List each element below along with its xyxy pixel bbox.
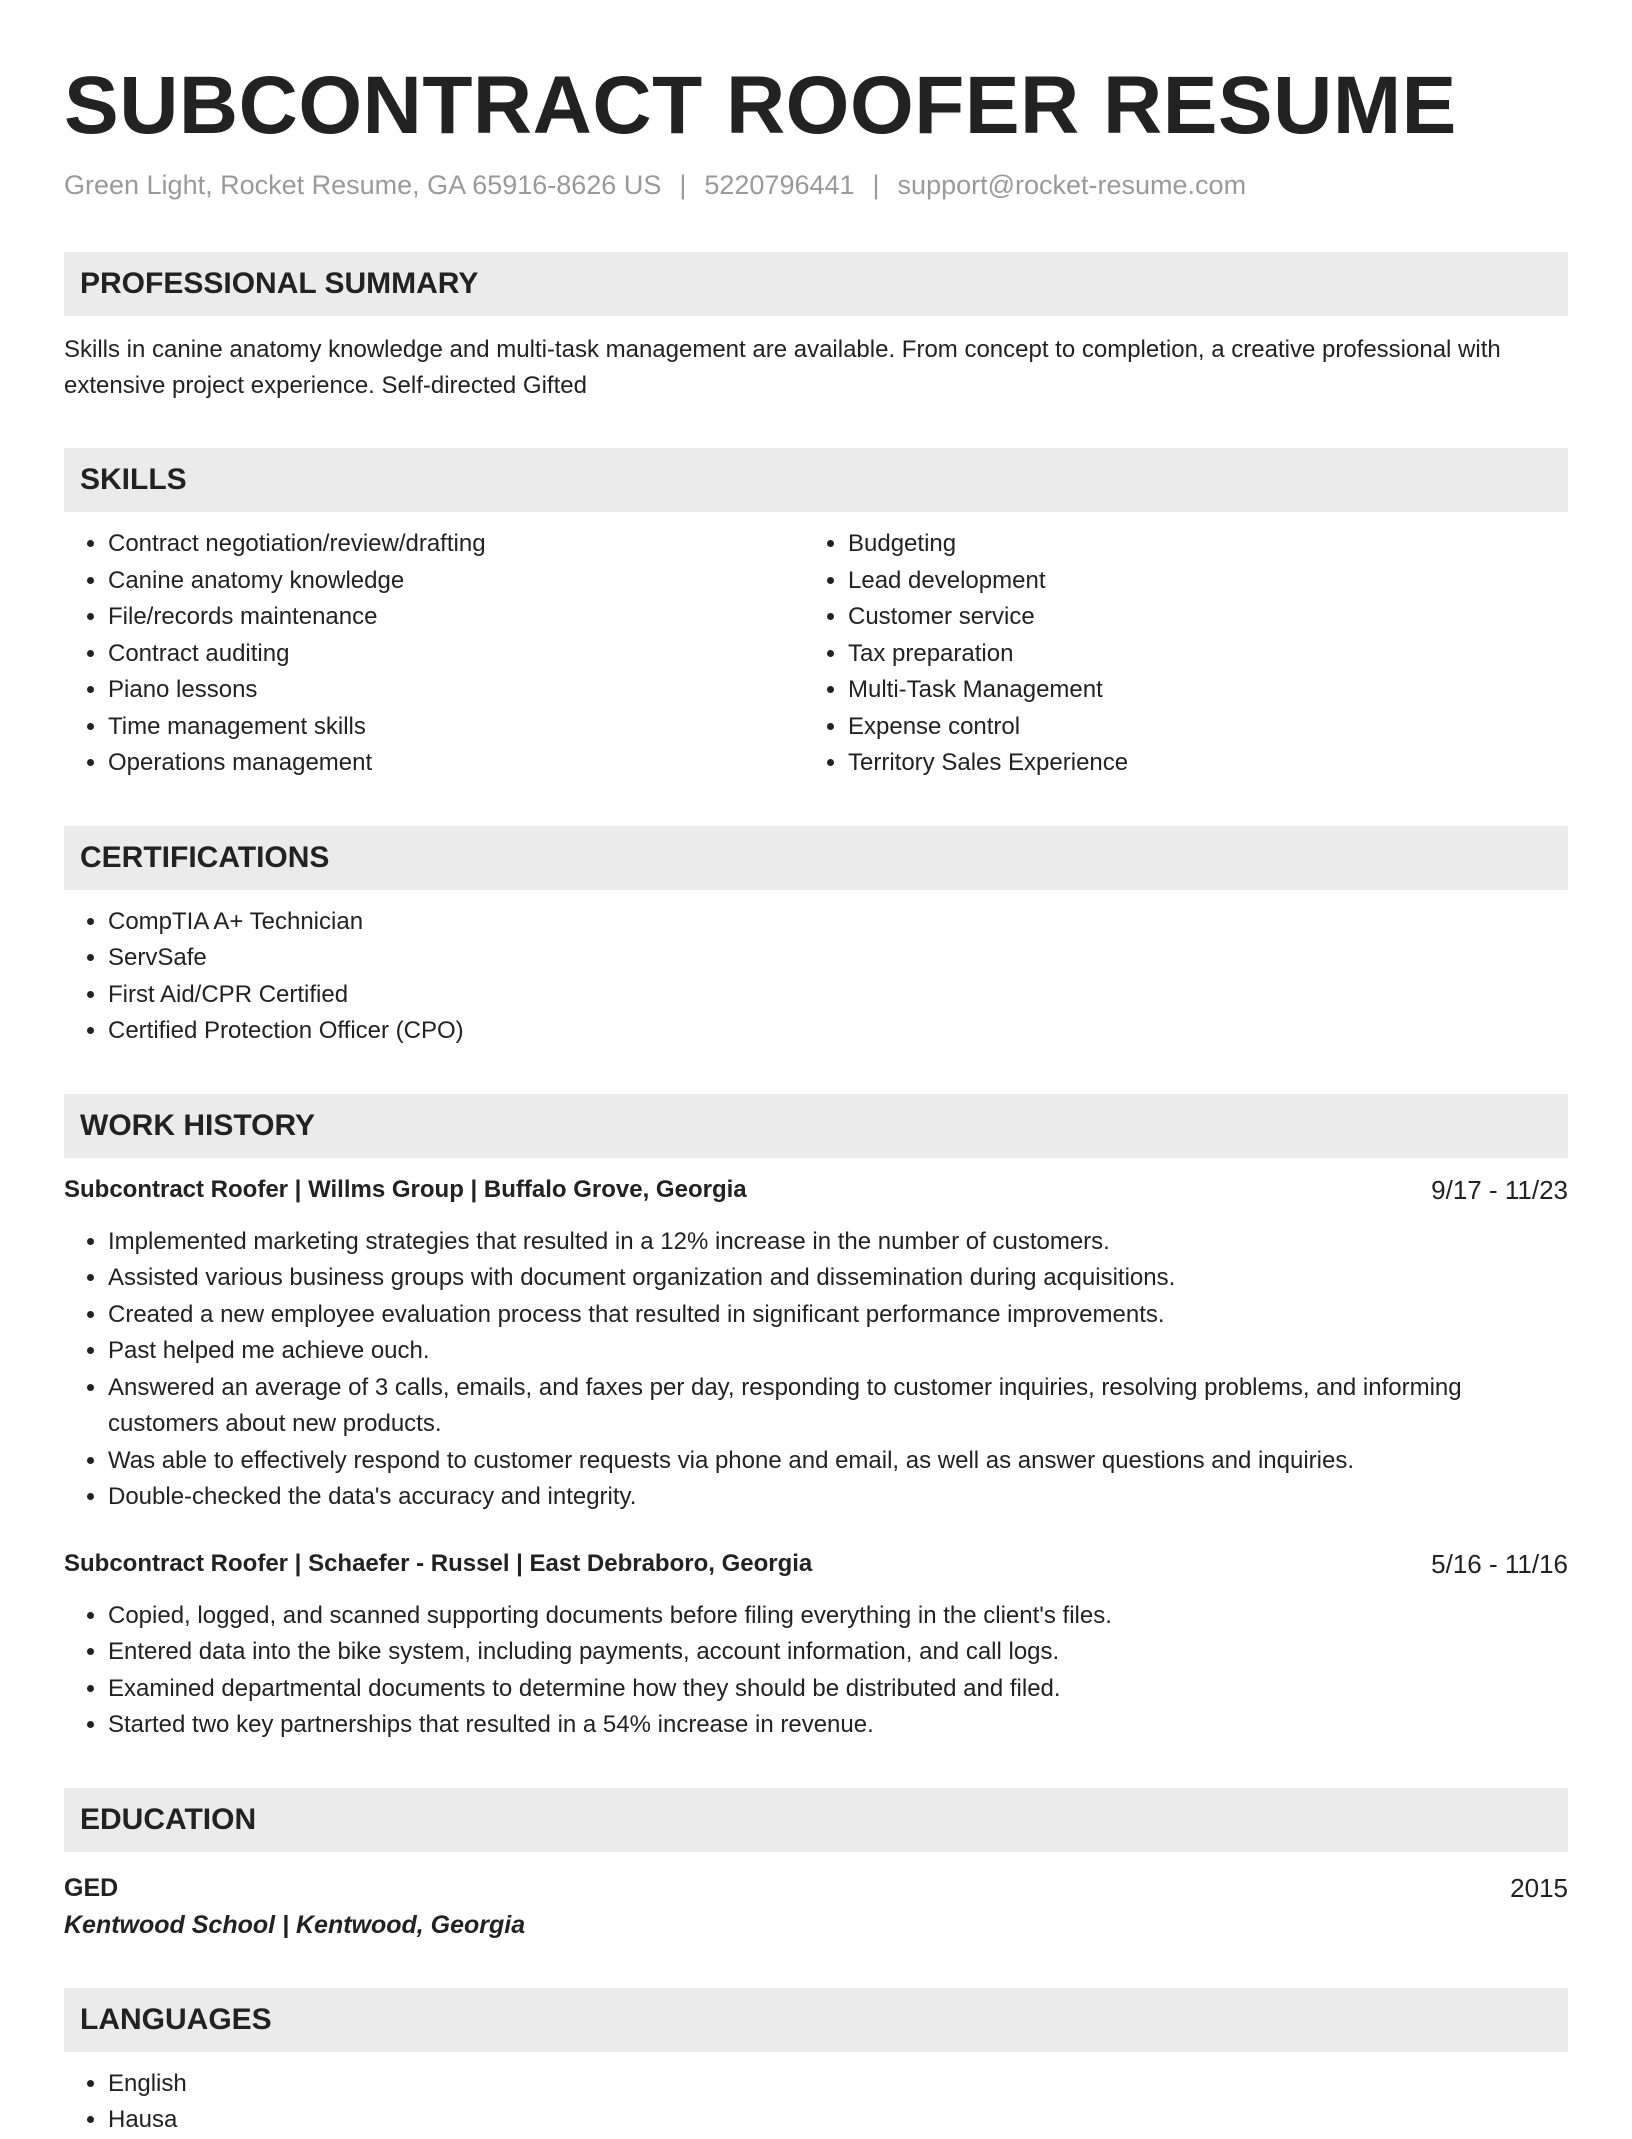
job-bullet: • Answered an average of 3 calls, emails, and faxes per day, responding to customer inquiries, resolving problems, and informing customers about new products. <box>108 1370 1568 1443</box>
summary-text: Skills in canine anatomy knowledge and multi-task management are available. From concept to completion, a creative professional with extensive project experience. Self-directed Gifted <box>64 336 1501 399</box>
section-header-languages: LANGUAGES <box>64 1988 1568 2052</box>
job-bullet: • Was able to effectively respond to customer requests via phone and email, as well as answer questions and inquiries. <box>108 1443 1568 1480</box>
education-year: 2015 <box>1510 1872 1568 1903</box>
contact-separator: | <box>679 170 687 200</box>
skill-item: • Piano lessons <box>108 672 804 709</box>
certification-item: • First Aid/CPR Certified <box>108 977 1568 1014</box>
job-bullet: • Entered data into the bike system, including payments, account information, and call logs. <box>108 1634 1568 1671</box>
education-heading-row <box>64 1870 1568 1906</box>
skill-item: • Lead development <box>848 563 1544 600</box>
skill-item: • Budgeting <box>848 526 1544 563</box>
certification-item: • Certified Protection Officer (CPO) <box>108 1013 1568 1050</box>
section-header-education: EDUCATION <box>64 1788 1568 1852</box>
section-header-skills: SKILLS <box>64 448 1568 512</box>
section-header-summary: PROFESSIONAL SUMMARY <box>64 252 1568 316</box>
job-title: Subcontract Roofer | Willms Group | Buffalo Grove, Georgia <box>64 1175 747 1203</box>
language-item: • English <box>108 2066 1568 2103</box>
job-bullet: • Implemented marketing strategies that resulted in a 12% increase in the number of customers. <box>108 1224 1568 1261</box>
skills-column-right <box>804 526 1544 782</box>
contact-line <box>64 168 1568 202</box>
education-school: Kentwood School | Kentwood, Georgia <box>64 1910 526 1939</box>
skill-item: • Expense control <box>848 709 1544 746</box>
job-entry <box>64 1546 1568 1744</box>
job-title: Subcontract Roofer | Schaefer - Russel | East Debraboro, Georgia <box>64 1549 813 1577</box>
contact-phone: 5220796441 <box>704 170 855 200</box>
certification-item: • ServSafe <box>108 940 1568 977</box>
job-bullet: • Double-checked the data's accuracy and integrity. <box>108 1479 1568 1516</box>
contact-separator: | <box>872 170 880 200</box>
skill-item: • Time management skills <box>108 709 804 746</box>
job-dates: 5/16 - 11/16 <box>1431 1548 1568 1579</box>
education-entry <box>64 1870 1568 1944</box>
skills-column-left <box>64 526 804 782</box>
skill-item: • Customer service <box>848 599 1544 636</box>
job-bullet: • Examined departmental documents to determine how they should be distributed and filed. <box>108 1671 1568 1708</box>
section-header-work-history: WORK HISTORY <box>64 1094 1568 1158</box>
skill-item: • Territory Sales Experience <box>848 745 1544 782</box>
skill-item: • Operations management <box>108 745 804 782</box>
job-bullet: • Assisted various business groups with document organization and dissemination during acquisitions. <box>108 1260 1568 1297</box>
job-bullets <box>64 1598 1568 1744</box>
job-bullets <box>64 1224 1568 1516</box>
skill-item: • Contract negotiation/review/drafting <box>108 526 804 563</box>
skill-item: • Tax preparation <box>848 636 1544 673</box>
skill-item: • Contract auditing <box>108 636 804 673</box>
skill-item: • File/records maintenance <box>108 599 804 636</box>
education-degree: GED <box>64 1873 119 1902</box>
skill-item: • Canine anatomy knowledge <box>108 563 804 600</box>
resume-title: SUBCONTRACT ROOFER RESUME <box>64 60 1457 151</box>
job-heading-row <box>64 1546 1568 1582</box>
contact-address: Green Light, Rocket Resume, GA 65916-8626 US <box>64 170 662 200</box>
languages-list <box>64 2066 1568 2139</box>
certifications-list <box>64 904 1568 1050</box>
job-bullet: • Copied, logged, and scanned supporting documents before filing everything in the client's files. <box>108 1598 1568 1635</box>
certification-item: • CompTIA A+ Technician <box>108 904 1568 941</box>
job-dates: 9/17 - 11/23 <box>1431 1174 1568 1205</box>
job-heading-row <box>64 1172 1568 1208</box>
contact-email: support@rocket-resume.com <box>897 170 1247 200</box>
section-header-certifications: CERTIFICATIONS <box>64 826 1568 890</box>
job-bullet: • Past helped me achieve ouch. <box>108 1333 1568 1370</box>
skills-list <box>64 526 1568 782</box>
job-bullet: • Started two key partnerships that resulted in a 54% increase in revenue. <box>108 1707 1568 1744</box>
skill-item: • Multi-Task Management <box>848 672 1544 709</box>
job-bullet: • Created a new employee evaluation process that resulted in significant performance improvements. <box>108 1297 1568 1334</box>
job-entry <box>64 1172 1568 1516</box>
language-item: • Hausa <box>108 2102 1568 2139</box>
